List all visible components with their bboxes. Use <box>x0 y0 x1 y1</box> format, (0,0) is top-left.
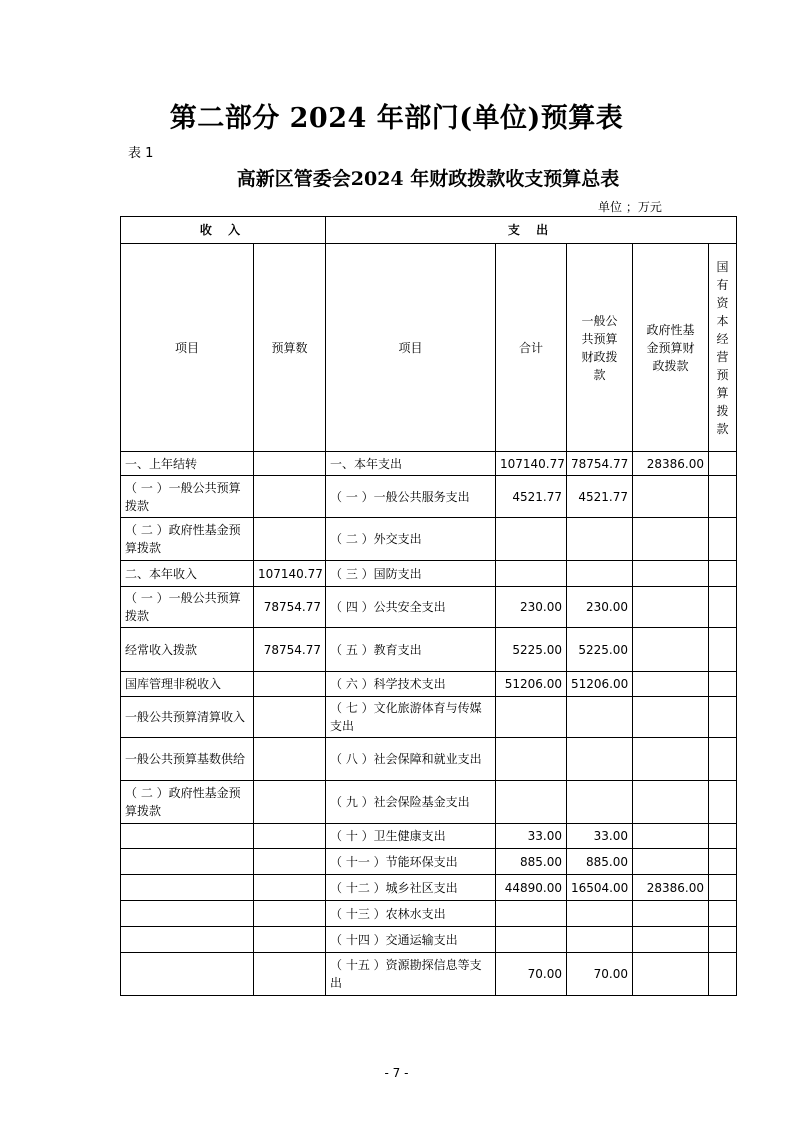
income-item-cell: 国库管理非税收入 <box>121 672 254 697</box>
expenditure-item-cell: 一、本年支出 <box>326 452 496 476</box>
income-item-cell: 一般公共预算基数供给 <box>121 738 254 781</box>
income-value-cell <box>254 781 326 824</box>
expenditure-item-header: 项目 <box>326 244 496 452</box>
total-cell: 230.00 <box>496 587 567 628</box>
capital-cell <box>709 927 737 953</box>
table-row <box>121 628 737 672</box>
expenditure-item-cell: （ 五 ）教育支出 <box>326 628 496 672</box>
page-title: 第二部分 2024 年部门(单位)预算表 <box>169 103 624 134</box>
fund-cell <box>633 697 709 738</box>
expenditure-section-header: 支 出 <box>326 217 737 244</box>
income-value-cell: 107140.77 <box>254 561 326 587</box>
income-value-cell <box>254 738 326 781</box>
fund-cell <box>633 824 709 849</box>
total-cell <box>496 561 567 587</box>
fund-cell: 28386.00 <box>633 875 709 901</box>
fund-cell <box>633 901 709 927</box>
fund-cell <box>633 672 709 697</box>
income-section-header: 收 入 <box>121 217 326 244</box>
total-cell: 70.00 <box>496 953 567 996</box>
general-cell <box>567 518 633 561</box>
general-cell: 70.00 <box>567 953 633 996</box>
expenditure-item-cell: （ 三 ）国防支出 <box>326 561 496 587</box>
capital-cell <box>709 875 737 901</box>
table-row <box>121 927 737 953</box>
fund-cell <box>633 927 709 953</box>
capital-cell <box>709 518 737 561</box>
fund-cell <box>633 561 709 587</box>
fund-cell: 28386.00 <box>633 452 709 476</box>
general-cell: 5225.00 <box>567 628 633 672</box>
table-row <box>121 781 737 824</box>
table-row <box>121 518 737 561</box>
capital-cell <box>709 738 737 781</box>
total-header: 合计 <box>496 244 567 452</box>
column-header-row <box>121 244 737 452</box>
total-cell <box>496 781 567 824</box>
table-row <box>121 476 737 518</box>
fund-cell <box>633 587 709 628</box>
income-value-cell <box>254 697 326 738</box>
total-cell: 5225.00 <box>496 628 567 672</box>
general-cell: 33.00 <box>567 824 633 849</box>
table-title: 高新区管委会2024 年财政拨款收支预算总表 <box>236 168 620 190</box>
income-item-cell <box>121 875 254 901</box>
table-row <box>121 738 737 781</box>
table-row <box>121 849 737 875</box>
capital-cell <box>709 628 737 672</box>
fund-cell <box>633 849 709 875</box>
income-item-cell <box>121 824 254 849</box>
capital-cell <box>709 901 737 927</box>
expenditure-item-cell: （ 十二 ）城乡社区支出 <box>326 875 496 901</box>
income-item-cell: （ 二 ）政府性基金预算拨款 <box>121 781 254 824</box>
section-header-row <box>121 217 737 244</box>
total-cell: 51206.00 <box>496 672 567 697</box>
table-row <box>121 875 737 901</box>
general-cell: 885.00 <box>567 849 633 875</box>
unit-label: 单位 ；万元 <box>598 200 662 214</box>
expenditure-item-cell: （ 八 ）社会保障和就业支出 <box>326 738 496 781</box>
expenditure-item-cell: （ 四 ）公共安全支出 <box>326 587 496 628</box>
expenditure-item-cell: （ 十五 ）资源勘探信息等支出 <box>326 953 496 996</box>
page-number: - 7 - <box>384 1066 409 1080</box>
capital-cell <box>709 781 737 824</box>
capital-cell <box>709 561 737 587</box>
expenditure-item-cell: （ 九 ）社会保险基金支出 <box>326 781 496 824</box>
general-cell <box>567 927 633 953</box>
capital-cell <box>709 672 737 697</box>
fund-cell <box>633 518 709 561</box>
income-value-cell <box>254 452 326 476</box>
total-cell <box>496 518 567 561</box>
state-capital-header-text: 国有资本经营预算拨款 <box>716 259 729 436</box>
income-value-cell <box>254 672 326 697</box>
budget-table <box>120 216 737 996</box>
table-row <box>121 953 737 996</box>
general-cell: 51206.00 <box>567 672 633 697</box>
expenditure-item-cell: （ 一 ）一般公共服务支出 <box>326 476 496 518</box>
capital-cell <box>709 849 737 875</box>
table-row <box>121 452 737 476</box>
income-item-cell <box>121 901 254 927</box>
table-row <box>121 824 737 849</box>
income-value-cell: 78754.77 <box>254 628 326 672</box>
income-item-header: 项目 <box>121 244 254 452</box>
capital-cell <box>709 824 737 849</box>
expenditure-item-cell: （ 七 ）文化旅游体育与传媒支出 <box>326 697 496 738</box>
total-cell: 885.00 <box>496 849 567 875</box>
expenditure-item-cell: （ 二 ）外交支出 <box>326 518 496 561</box>
income-budget-header: 预算数 <box>254 244 326 452</box>
income-item-cell <box>121 927 254 953</box>
capital-cell <box>709 452 737 476</box>
table-row <box>121 672 737 697</box>
total-cell <box>496 927 567 953</box>
total-cell: 4521.77 <box>496 476 567 518</box>
fund-cell <box>633 953 709 996</box>
income-value-cell <box>254 927 326 953</box>
income-item-cell: 二、本年收入 <box>121 561 254 587</box>
income-item-cell: 经常收入拨款 <box>121 628 254 672</box>
fund-cell <box>633 738 709 781</box>
income-value-cell <box>254 901 326 927</box>
income-value-cell <box>254 953 326 996</box>
capital-cell <box>709 587 737 628</box>
general-cell: 16504.00 <box>567 875 633 901</box>
income-value-cell <box>254 824 326 849</box>
expenditure-item-cell: （ 十 ）卫生健康支出 <box>326 824 496 849</box>
expenditure-item-cell: （ 十一 ）节能环保支出 <box>326 849 496 875</box>
gov-fund-header: 政府性基金预算财政拨款 <box>633 244 709 452</box>
income-item-cell: 一、上年结转 <box>121 452 254 476</box>
total-cell: 44890.00 <box>496 875 567 901</box>
total-cell: 107140.77 <box>496 452 567 476</box>
income-item-cell <box>121 953 254 996</box>
table-row <box>121 587 737 628</box>
general-public-header: 一般公共预算财政拨款 <box>567 244 633 452</box>
total-cell: 33.00 <box>496 824 567 849</box>
general-cell <box>567 561 633 587</box>
capital-cell <box>709 953 737 996</box>
income-item-cell: （ 一 ）一般公共预算拨款 <box>121 587 254 628</box>
general-cell <box>567 901 633 927</box>
table-row <box>121 561 737 587</box>
general-cell: 78754.77 <box>567 452 633 476</box>
income-item-cell <box>121 849 254 875</box>
expenditure-item-cell: （ 六 ）科学技术支出 <box>326 672 496 697</box>
income-value-cell: 78754.77 <box>254 587 326 628</box>
income-item-cell: （ 一 ）一般公共预算拨款 <box>121 476 254 518</box>
expenditure-item-cell: （ 十四 ）交通运输支出 <box>326 927 496 953</box>
table-number: 表 1 <box>128 146 154 161</box>
table-row <box>121 697 737 738</box>
state-capital-header <box>709 244 737 452</box>
capital-cell <box>709 476 737 518</box>
income-value-cell <box>254 875 326 901</box>
fund-cell <box>633 628 709 672</box>
income-item-cell: （ 二 ）政府性基金预算拨款 <box>121 518 254 561</box>
general-cell <box>567 697 633 738</box>
general-cell: 4521.77 <box>567 476 633 518</box>
income-value-cell <box>254 518 326 561</box>
capital-cell <box>709 697 737 738</box>
expenditure-item-cell: （ 十三 ）农林水支出 <box>326 901 496 927</box>
fund-cell <box>633 781 709 824</box>
table-row <box>121 901 737 927</box>
income-item-cell: 一般公共预算清算收入 <box>121 697 254 738</box>
income-value-cell <box>254 849 326 875</box>
income-value-cell <box>254 476 326 518</box>
total-cell <box>496 738 567 781</box>
fund-cell <box>633 476 709 518</box>
general-cell <box>567 781 633 824</box>
total-cell <box>496 901 567 927</box>
general-cell: 230.00 <box>567 587 633 628</box>
general-cell <box>567 738 633 781</box>
total-cell <box>496 697 567 738</box>
